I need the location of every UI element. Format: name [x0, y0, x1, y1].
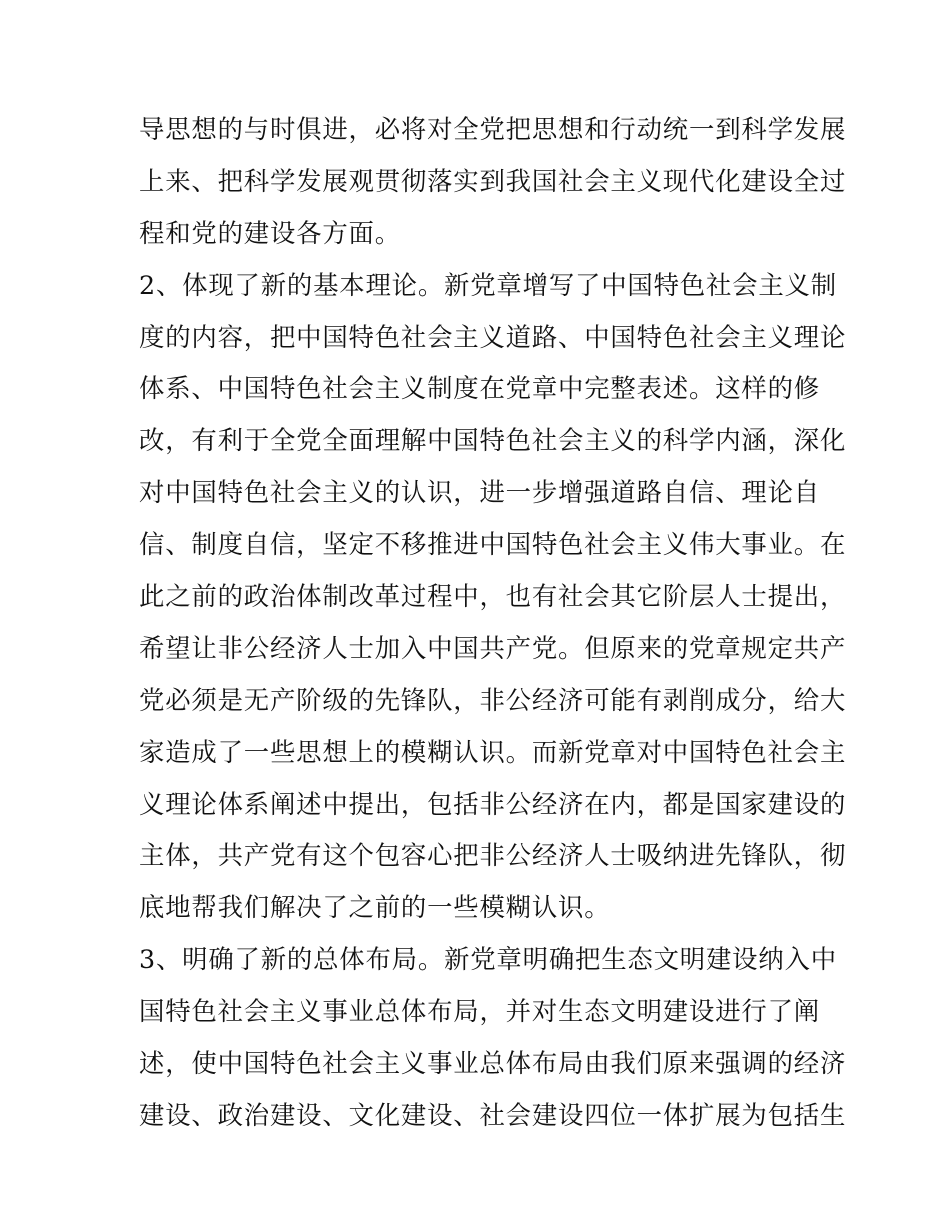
- text-line: 3、明确了新的总体布局。新党章明确把生态文明建设纳入中: [139, 944, 837, 975]
- text-line: 述，使中国特色社会主义事业总体布局由我们原来强调的经济: [139, 1048, 847, 1079]
- text-line: 体系、中国特色社会主义制度在党章中完整表述。这样的修: [139, 373, 820, 404]
- text-line: 对中国特色社会主义的认识，进一步增强道路自信、理论自: [139, 477, 820, 508]
- text-line: 2、体现了新的基本理论。新党章增写了中国特色社会主义制: [139, 269, 837, 300]
- text-line: 度的内容，把中国特色社会主义道路、中国特色社会主义理论: [139, 321, 847, 352]
- text-line: 改，有利于全党全面理解中国特色社会主义的科学内涵，深化: [139, 425, 847, 456]
- text-line: 主体，共产党有这个包容心把非公经济人士吸纳进先锋队，彻: [139, 840, 847, 871]
- text-line: 此之前的政治体制改革过程中，也有社会其它阶层人士提出，: [139, 581, 847, 612]
- text-line: 党必须是无产阶级的先锋队，非公经济可能有剥削成分，给大: [139, 684, 847, 715]
- text-line: 国特色社会主义事业总体布局，并对生态文明建设进行了阐: [139, 996, 820, 1027]
- text-line: 底地帮我们解决了之前的一些模糊认识。: [139, 892, 611, 923]
- text-line: 信、制度自信，坚定不移推进中国特色社会主义伟大事业。在: [139, 529, 847, 560]
- text-line: 上来、把科学发展观贯彻落实到我国社会主义现代化建设全过: [139, 165, 847, 196]
- text-line: 导思想的与时俱进，必将对全党把思想和行动统一到科学发展: [139, 114, 847, 144]
- text-line: 义理论体系阐述中提出，包括非公经济在内，都是国家建设的: [139, 788, 847, 819]
- text-line: 希望让非公经济人士加入中国共产党。但原来的党章规定共产: [139, 632, 847, 663]
- text-line: 程和党的建设各方面。: [139, 217, 401, 248]
- text-line: 家造成了一些思想上的模糊认识。而新党章对中国特色社会主: [139, 736, 847, 767]
- body-text: [139, 104, 847, 1142]
- text-line: 建设、政治建设、文化建设、社会建设四位一体扩展为包括生: [139, 1099, 847, 1130]
